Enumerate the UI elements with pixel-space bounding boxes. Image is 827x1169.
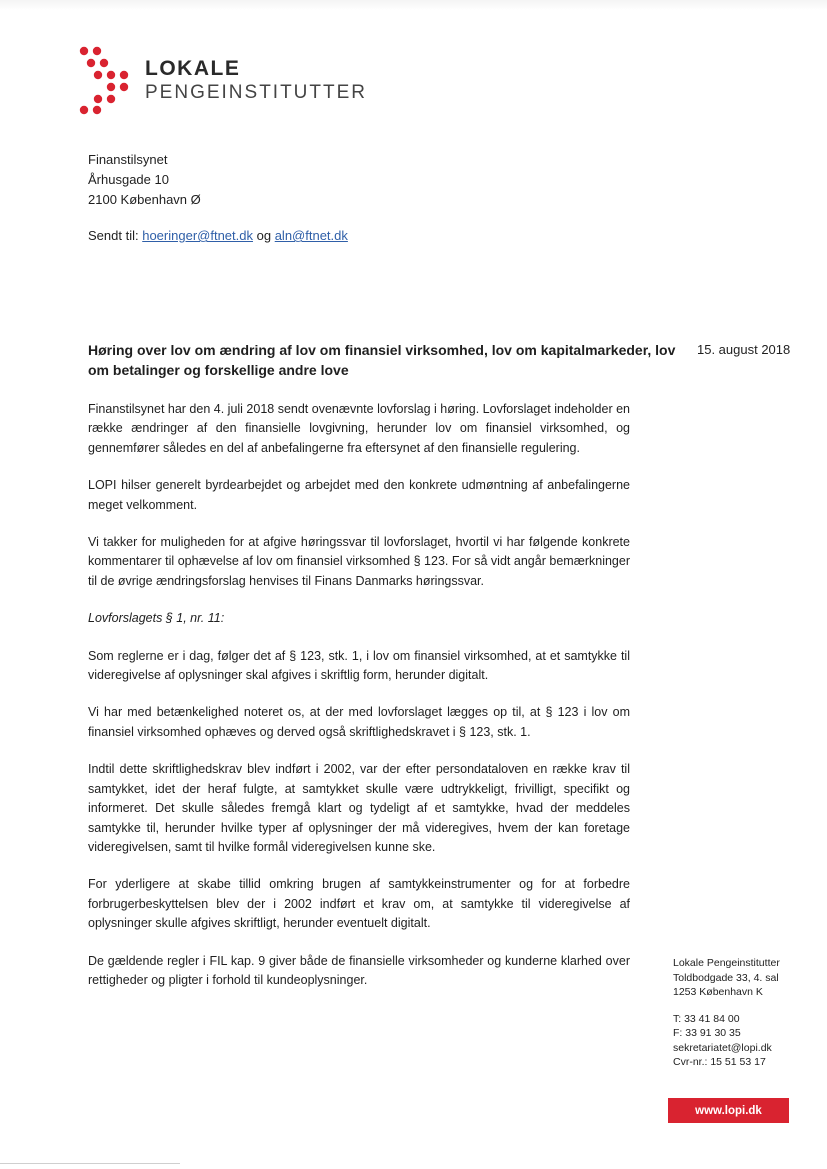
recipient-line: Finanstilsynet <box>88 152 168 167</box>
logo-line-1: LOKALE <box>145 57 241 80</box>
body-paragraph: Indtil dette skriftlighedskrav blev indført i 2002, var der efter persondataloven en række krav til samtykket, idet der heraf fulgte, at samtykket skulle være udtrykkeligt, frivilligt, specifikt og informeret. Det skulle således fremgå klart og tydeligt af et samtykke, hvad der meddeles samtykke til, herunder hvilke typer af oplysninger der må videregives, hvem der kan foretage videregivelsen, samt til hvilke formål videregivelsen kunne ske. <box>88 762 630 854</box>
sender-email: sekretariatet@lopi.dk <box>673 1041 772 1054</box>
email-link-aln[interactable]: aln@ftnet.dk <box>274 228 348 243</box>
letter-subject: Høring over lov om ændring af lov om finansiel virksomhed, lov om kapitalmarkeder, lov om betalinger og forskellige andre love <box>88 342 676 378</box>
letter-body <box>88 400 630 1008</box>
scan-edge-shading <box>0 0 827 10</box>
body-paragraph: For yderligere at skabe tillid omkring brugen af samtykkeinstrumenter og for at forbedre forbrugerbeskyttelsen blev der i 2002 indført et krav om, at samtykke til videregivelse af oplysninger skulle afgives skriftligt, herunder eventuelt digitalt. <box>88 877 630 931</box>
sender-address-line: 1253 København K <box>673 986 763 998</box>
sender-fax: F: 33 91 30 35 <box>673 1027 741 1039</box>
sender-phone: T: 33 41 84 00 <box>673 1012 740 1025</box>
letter-date: 15. august 2018 <box>697 342 791 357</box>
sender-address-line: Toldbodgade 33, 4. sal <box>673 971 779 984</box>
website-badge[interactable]: www.lopi.dk <box>668 1098 789 1123</box>
section-heading: Lovforslagets § 1, nr. 11: <box>88 611 225 626</box>
recipient-line: Århusgade 10 <box>88 172 169 187</box>
body-paragraph: LOPI hilser generelt byrdearbejdet og arbejdet med den konkrete udmøntning af anbefalingerne meget velkomment. <box>88 478 630 512</box>
sender-address-block <box>673 956 780 1000</box>
email-link-hoeringer[interactable]: hoeringer@ftnet.dk <box>142 228 253 243</box>
sender-cvr: Cvr-nr.: 15 51 53 17 <box>673 1056 766 1068</box>
sender-contact-sidebar <box>673 956 780 1082</box>
sent-to-line <box>88 228 348 243</box>
recipient-line: 2100 København Ø <box>88 192 201 207</box>
scan-bottom-line <box>0 1163 180 1164</box>
body-paragraph: Vi takker for muligheden for at afgive høringssvar til lovforslaget, hvortil vi har følgende konkrete kommentarer til ophævelse af lov om finansiel virksomhed § 123. For så vidt angår bemærkninger til de øvrige ændringsforslag henvises til Finans Danmarks høringssvar. <box>88 535 630 588</box>
body-paragraph: Vi har med betænkelighed noteret os, at der med lovforslaget lægges op til, at § 123 i lov om finansiel virksomhed ophæves og derved også skriftlighedskravet i § 123, stk. 1. <box>88 705 630 739</box>
sender-contact-block <box>673 1012 780 1070</box>
body-paragraph: De gældende regler i FIL kap. 9 giver både de finansielle virksomheder og kunderne klarhed over rettigheder og pligter i forhold til kundeoplysninger. <box>88 953 630 987</box>
recipient-address <box>88 150 201 210</box>
sent-to-label: Sendt til: <box>88 228 139 243</box>
body-paragraph: Finanstilsynet har den 4. juli 2018 sendt ovenævnte lovforslag i høring. Lovforslaget indeholder en række ændringer af den finansielle lovgivning, herunder lov om finansiel virksomhed, og gennemfører således en del af anbefalingerne fra eftersynet af den finansielle regulering. <box>88 402 630 455</box>
sent-to-connector: og <box>256 228 272 243</box>
logo-line-2: PENGEINSTITUTTER <box>145 82 368 103</box>
logo-wordmark <box>145 58 367 102</box>
logo-dots-icon <box>78 44 138 116</box>
body-paragraph: Som reglerne er i dag, følger det af § 123, stk. 1, i lov om finansiel virksomhed, at et samtykke til videregivelse af oplysninger skal afgives i skriftlig form, herunder digitalt. <box>88 648 630 683</box>
sender-org: Lokale Pengeinstitutter <box>673 957 780 969</box>
